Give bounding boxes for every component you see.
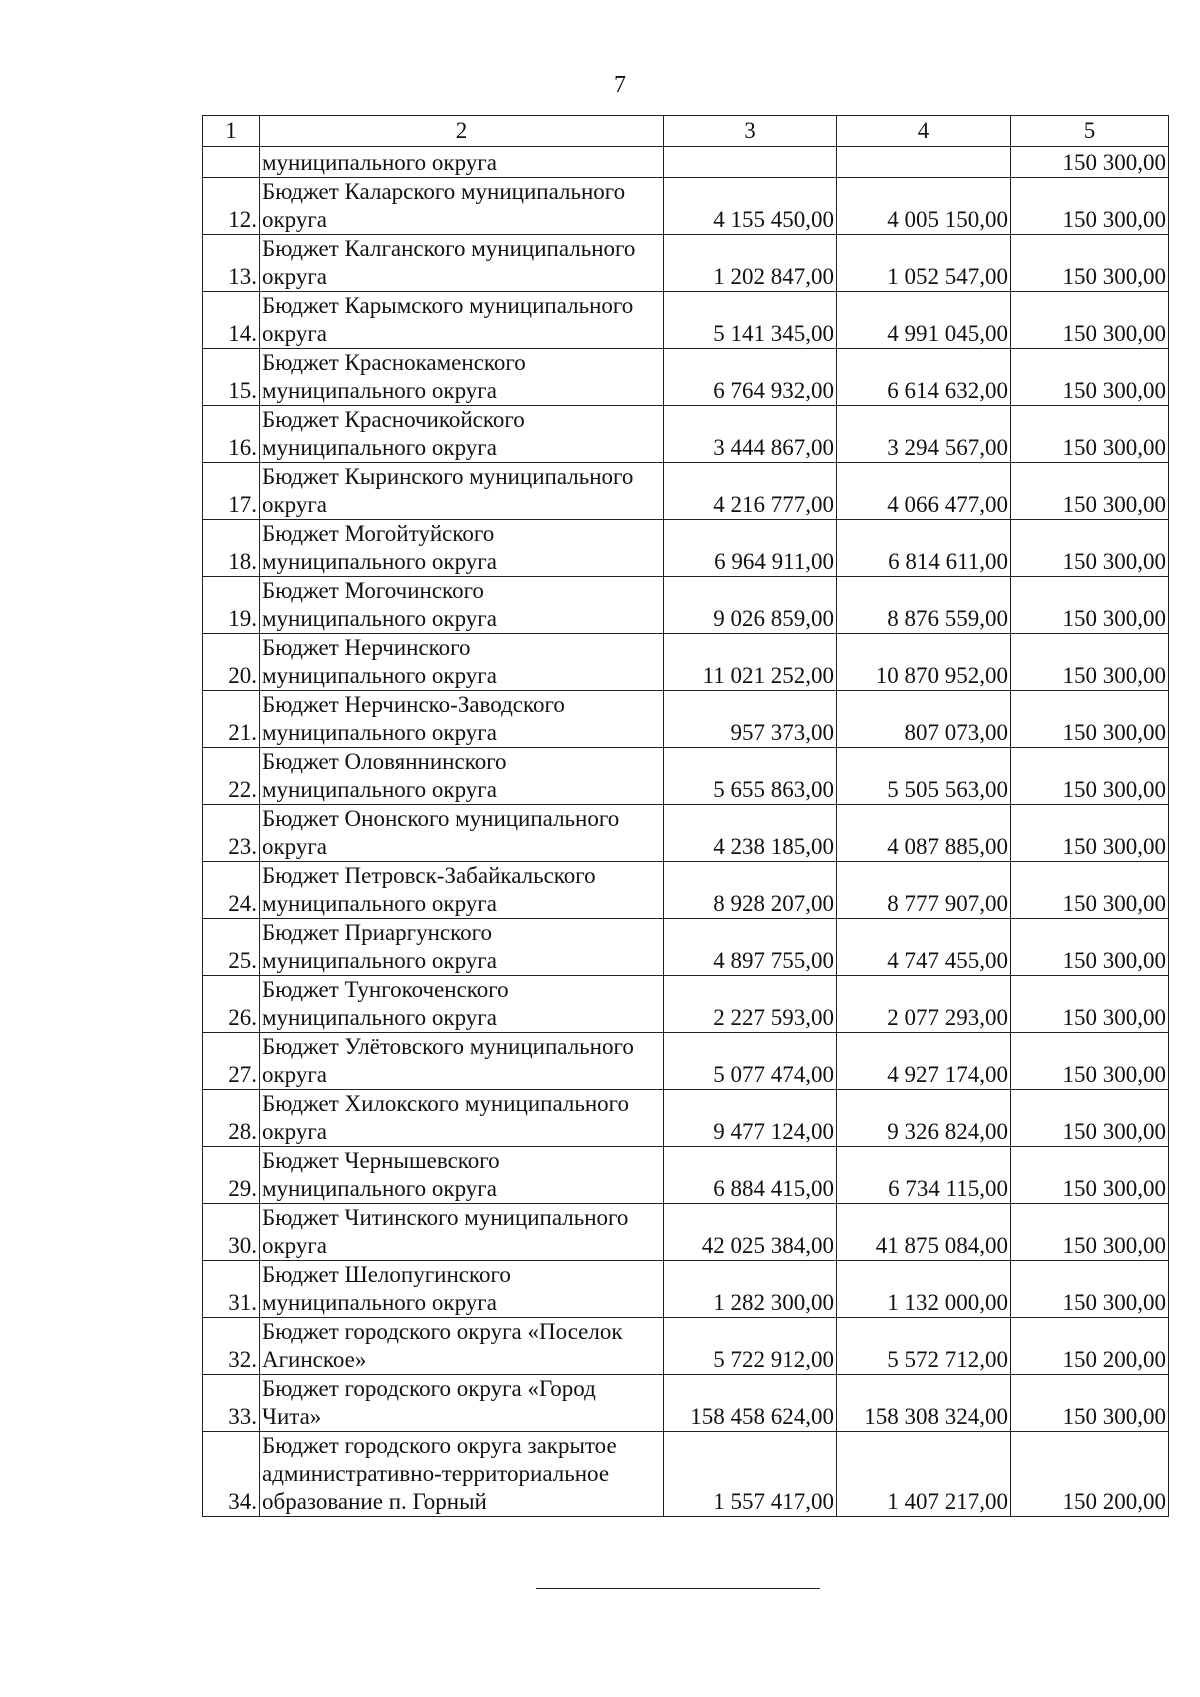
amount-cell-c4: 4 991 045,00: [837, 292, 1011, 349]
budget-name-cell: [260, 691, 664, 748]
budget-name-line: Бюджет Могочинского: [262, 578, 484, 603]
amount-cell-c4: 1 132 000,00: [837, 1261, 1011, 1318]
amount-cell-c3: 4 155 450,00: [664, 178, 837, 235]
budget-name-cell: [260, 805, 664, 862]
row-number-cell: 14.: [203, 292, 260, 349]
budget-name-line: Бюджет городского округа «Поселок: [262, 1319, 623, 1344]
budget-name-line: Бюджет Каларского муниципального: [262, 179, 626, 204]
header-cell: 2: [260, 116, 664, 147]
row-number-cell: 34.: [203, 1432, 260, 1517]
budget-name-line: округа: [262, 1233, 328, 1258]
amount-cell-c5: 150 300,00: [1011, 862, 1169, 919]
amount-cell-c4: 6 614 632,00: [837, 349, 1011, 406]
budget-name-line: Бюджет Приаргунского: [262, 920, 492, 945]
budget-name-line: муниципального округа: [262, 1290, 497, 1315]
amount-cell-c5: 150 300,00: [1011, 235, 1169, 292]
row-number-cell: 25.: [203, 919, 260, 976]
amount-cell-c3: 1 282 300,00: [664, 1261, 837, 1318]
budget-name-line: округа: [262, 264, 328, 289]
amount-cell-c5: 150 300,00: [1011, 178, 1169, 235]
table-row: [203, 1204, 1169, 1261]
budget-name-line: Бюджет Оловяннинского: [262, 749, 507, 774]
budget-name-line: округа: [262, 321, 328, 346]
amount-cell-c4: [837, 147, 1011, 178]
row-number-cell: 18.: [203, 520, 260, 577]
amount-cell-c5: 150 300,00: [1011, 1204, 1169, 1261]
table-row: [203, 1375, 1169, 1432]
budget-name-cell: [260, 862, 664, 919]
amount-cell-c3: 4 238 185,00: [664, 805, 837, 862]
row-number-cell: 16.: [203, 406, 260, 463]
budget-name-line: образование п. Горный: [262, 1489, 487, 1514]
budget-name-line: Бюджет Шелопугинского: [262, 1262, 511, 1287]
row-number-cell: 26.: [203, 976, 260, 1033]
budget-name-line: округа: [262, 1119, 328, 1144]
table-row: [203, 1318, 1169, 1375]
amount-cell-c3: 5 077 474,00: [664, 1033, 837, 1090]
budget-name-line: Чита»: [262, 1404, 322, 1429]
table-row: [203, 463, 1169, 520]
budget-name-line: Бюджет Могойтуйского: [262, 521, 495, 546]
amount-cell-c3: 8 928 207,00: [664, 862, 837, 919]
budget-name-line: Бюджет Улётовского муниципального: [262, 1034, 634, 1059]
budget-name-line: муниципального округа: [262, 150, 497, 175]
amount-cell-c5: 150 300,00: [1011, 147, 1169, 178]
budget-name-line: Бюджет Тунгокоченского: [262, 977, 509, 1002]
header-cell: 5: [1011, 116, 1169, 147]
amount-cell-c4: 6 814 611,00: [837, 520, 1011, 577]
table-row: [203, 349, 1169, 406]
budget-name-line: Бюджет Читинского муниципального: [262, 1205, 629, 1230]
budget-name-line: муниципального округа: [262, 777, 497, 802]
budget-name-line: Бюджет Чернышевского: [262, 1148, 500, 1173]
amount-cell-c4: 8 876 559,00: [837, 577, 1011, 634]
amount-cell-c3: 9 026 859,00: [664, 577, 837, 634]
budget-name-line: Бюджет Нерчинского: [262, 635, 471, 660]
page-number: 7: [614, 72, 626, 98]
budget-name-line: Бюджет Краснокаменского: [262, 350, 526, 375]
budget-name-line: Бюджет Хилокского муниципального: [262, 1091, 629, 1116]
footer-separator-line: [536, 1588, 820, 1589]
table-row: [203, 1432, 1169, 1517]
amount-cell-c5: 150 300,00: [1011, 1033, 1169, 1090]
budget-name-cell: [260, 178, 664, 235]
budget-name-cell: [260, 1432, 664, 1517]
amount-cell-c3: 158 458 624,00: [664, 1375, 837, 1432]
row-number-cell: 20.: [203, 634, 260, 691]
budget-name-line: Бюджет городского округа закрытое: [262, 1433, 617, 1458]
row-number-cell: 15.: [203, 349, 260, 406]
budget-name-line: муниципального округа: [262, 378, 497, 403]
row-number-cell: 22.: [203, 748, 260, 805]
budget-name-line: Бюджет Красночикойского: [262, 407, 525, 432]
amount-cell-c4: 158 308 324,00: [837, 1375, 1011, 1432]
budget-table: [202, 115, 1169, 1517]
row-number-cell: 21.: [203, 691, 260, 748]
amount-cell-c3: 5 141 345,00: [664, 292, 837, 349]
amount-cell-c5: 150 300,00: [1011, 463, 1169, 520]
budget-name-line: муниципального округа: [262, 891, 497, 916]
amount-cell-c5: 150 300,00: [1011, 976, 1169, 1033]
table-row: [203, 748, 1169, 805]
amount-cell-c4: 8 777 907,00: [837, 862, 1011, 919]
table-row: [203, 1090, 1169, 1147]
amount-cell-c4: 41 875 084,00: [837, 1204, 1011, 1261]
budget-name-line: округа: [262, 207, 328, 232]
budget-name-cell: [260, 1375, 664, 1432]
row-number-cell: 17.: [203, 463, 260, 520]
budget-name-cell: [260, 292, 664, 349]
budget-name-line: Бюджет Кыринского муниципального: [262, 464, 634, 489]
budget-name-cell: [260, 919, 664, 976]
row-number-cell: 28.: [203, 1090, 260, 1147]
amount-cell-c3: 1 557 417,00: [664, 1432, 837, 1517]
row-number-cell: 31.: [203, 1261, 260, 1318]
amount-cell-c4: 5 505 563,00: [837, 748, 1011, 805]
row-number-cell: 12.: [203, 178, 260, 235]
budget-name-line: муниципального округа: [262, 663, 497, 688]
row-number-cell: 33.: [203, 1375, 260, 1432]
amount-cell-c3: [664, 147, 837, 178]
amount-cell-c4: 1 052 547,00: [837, 235, 1011, 292]
amount-cell-c5: 150 300,00: [1011, 577, 1169, 634]
amount-cell-c4: 6 734 115,00: [837, 1147, 1011, 1204]
budget-name-cell: [260, 1090, 664, 1147]
budget-name-cell: [260, 1318, 664, 1375]
header-cell: 4: [837, 116, 1011, 147]
amount-cell-c5: 150 300,00: [1011, 1147, 1169, 1204]
amount-cell-c5: 150 300,00: [1011, 691, 1169, 748]
budget-name-line: Бюджет Петровск-Забайкальского: [262, 863, 596, 888]
amount-cell-c4: 1 407 217,00: [837, 1432, 1011, 1517]
budget-name-line: муниципального округа: [262, 549, 497, 574]
budget-name-line: муниципального округа: [262, 435, 497, 460]
amount-cell-c4: 4 066 477,00: [837, 463, 1011, 520]
row-number-cell: 24.: [203, 862, 260, 919]
table-row: [203, 178, 1169, 235]
amount-cell-c4: 2 077 293,00: [837, 976, 1011, 1033]
table-row: [203, 520, 1169, 577]
table-row: [203, 976, 1169, 1033]
budget-name-cell: [260, 235, 664, 292]
amount-cell-c3: 9 477 124,00: [664, 1090, 837, 1147]
amount-cell-c4: 4 087 885,00: [837, 805, 1011, 862]
table-row: [203, 292, 1169, 349]
amount-cell-c3: 5 655 863,00: [664, 748, 837, 805]
amount-cell-c3: 4 216 777,00: [664, 463, 837, 520]
amount-cell-c3: 957 373,00: [664, 691, 837, 748]
amount-cell-c4: 4 927 174,00: [837, 1033, 1011, 1090]
budget-name-line: округа: [262, 492, 328, 517]
table-row: [203, 406, 1169, 463]
amount-cell-c3: 1 202 847,00: [664, 235, 837, 292]
amount-cell-c3: 6 764 932,00: [664, 349, 837, 406]
amount-cell-c5: 150 300,00: [1011, 292, 1169, 349]
amount-cell-c4: 9 326 824,00: [837, 1090, 1011, 1147]
table-row: [203, 919, 1169, 976]
amount-cell-c5: 150 200,00: [1011, 1432, 1169, 1517]
table-body: [203, 147, 1169, 1517]
row-number-cell: 30.: [203, 1204, 260, 1261]
budget-name-line: административно-территориальное: [262, 1461, 610, 1486]
budget-name-line: Бюджет городского округа «Город: [262, 1376, 596, 1401]
table-row: [203, 1033, 1169, 1090]
budget-name-line: округа: [262, 1062, 328, 1087]
budget-name-cell: [260, 147, 664, 178]
header-row: [203, 116, 1169, 147]
table-row: [203, 577, 1169, 634]
budget-name-line: Бюджет Ононского муниципального: [262, 806, 620, 831]
table-row: [203, 691, 1169, 748]
table-row: [203, 147, 1169, 178]
budget-name-cell: [260, 520, 664, 577]
amount-cell-c5: 150 200,00: [1011, 1318, 1169, 1375]
amount-cell-c4: 4 747 455,00: [837, 919, 1011, 976]
budget-name-cell: [260, 463, 664, 520]
budget-name-cell: [260, 1033, 664, 1090]
budget-name-cell: [260, 406, 664, 463]
amount-cell-c5: 150 300,00: [1011, 520, 1169, 577]
amount-cell-c3: 6 964 911,00: [664, 520, 837, 577]
budget-name-cell: [260, 349, 664, 406]
amount-cell-c3: 5 722 912,00: [664, 1318, 837, 1375]
budget-name-line: Бюджет Нерчинско-Заводского: [262, 692, 565, 717]
amount-cell-c3: 2 227 593,00: [664, 976, 837, 1033]
amount-cell-c3: 42 025 384,00: [664, 1204, 837, 1261]
amount-cell-c3: 6 884 415,00: [664, 1147, 837, 1204]
amount-cell-c3: 3 444 867,00: [664, 406, 837, 463]
header-cell: 1: [203, 116, 260, 147]
amount-cell-c5: 150 300,00: [1011, 748, 1169, 805]
table-row: [203, 1147, 1169, 1204]
budget-name-cell: [260, 634, 664, 691]
row-number-cell: 27.: [203, 1033, 260, 1090]
amount-cell-c4: 4 005 150,00: [837, 178, 1011, 235]
budget-name-line: Агинское»: [262, 1347, 367, 1372]
amount-cell-c5: 150 300,00: [1011, 1261, 1169, 1318]
budget-name-line: округа: [262, 834, 328, 859]
amount-cell-c3: 4 897 755,00: [664, 919, 837, 976]
amount-cell-c4: 807 073,00: [837, 691, 1011, 748]
row-number-cell: 29.: [203, 1147, 260, 1204]
table-row: [203, 805, 1169, 862]
amount-cell-c5: 150 300,00: [1011, 349, 1169, 406]
amount-cell-c5: 150 300,00: [1011, 919, 1169, 976]
budget-name-line: муниципального округа: [262, 1176, 497, 1201]
table-row: [203, 862, 1169, 919]
amount-cell-c4: 3 294 567,00: [837, 406, 1011, 463]
row-number-cell: 19.: [203, 577, 260, 634]
amount-cell-c5: 150 300,00: [1011, 1090, 1169, 1147]
budget-name-line: Бюджет Калганского муниципального: [262, 236, 636, 261]
table-row: [203, 235, 1169, 292]
amount-cell-c5: 150 300,00: [1011, 634, 1169, 691]
row-number-cell: 13.: [203, 235, 260, 292]
amount-cell-c3: 11 021 252,00: [664, 634, 837, 691]
budget-name-cell: [260, 976, 664, 1033]
amount-cell-c4: 10 870 952,00: [837, 634, 1011, 691]
amount-cell-c5: 150 300,00: [1011, 406, 1169, 463]
row-number-cell: [203, 147, 260, 178]
budget-name-line: муниципального округа: [262, 1005, 497, 1030]
amount-cell-c5: 150 300,00: [1011, 1375, 1169, 1432]
budget-name-cell: [260, 748, 664, 805]
amount-cell-c4: 5 572 712,00: [837, 1318, 1011, 1375]
budget-name-line: муниципального округа: [262, 720, 497, 745]
row-number-cell: 32.: [203, 1318, 260, 1375]
budget-name-cell: [260, 1261, 664, 1318]
budget-name-line: муниципального округа: [262, 948, 497, 973]
budget-name-line: Бюджет Карымского муниципального: [262, 293, 634, 318]
table-row: [203, 1261, 1169, 1318]
budget-name-cell: [260, 1147, 664, 1204]
row-number-cell: 23.: [203, 805, 260, 862]
budget-name-cell: [260, 1204, 664, 1261]
header-cell: 3: [664, 116, 837, 147]
table-row: [203, 634, 1169, 691]
amount-cell-c5: 150 300,00: [1011, 805, 1169, 862]
budget-name-line: муниципального округа: [262, 606, 497, 631]
budget-name-cell: [260, 577, 664, 634]
